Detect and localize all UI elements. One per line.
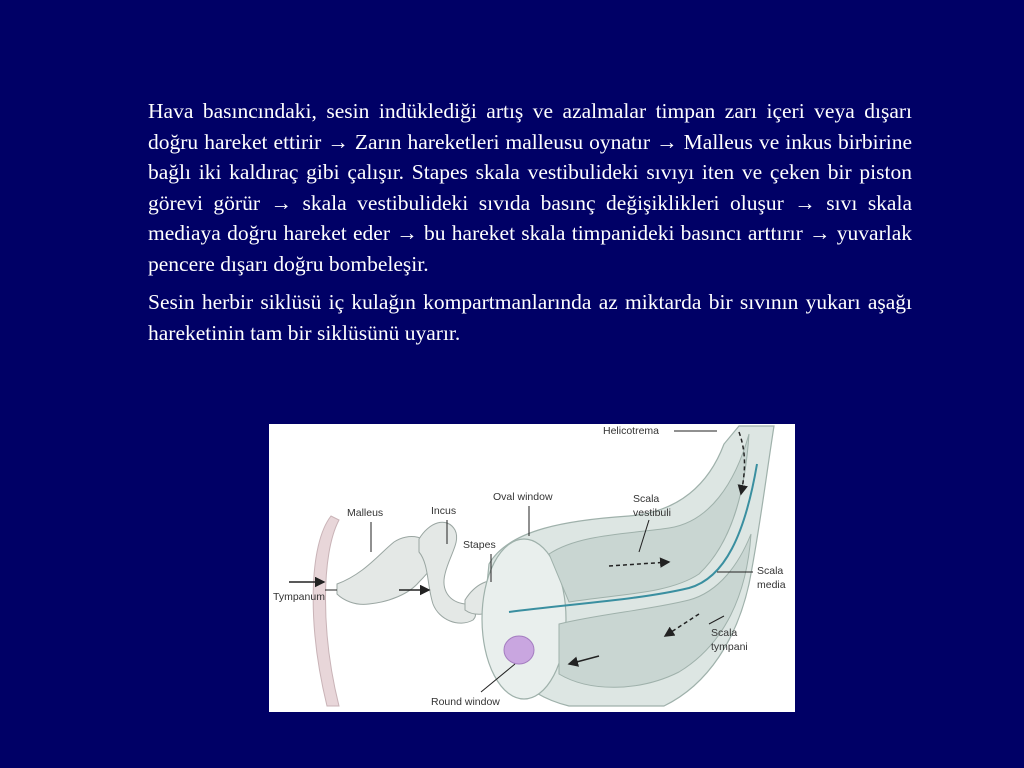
text-segment: skala vestibulideki sıvıda basınç değişiklikleri oluşur bbox=[292, 190, 795, 215]
label-scala-media-1: Scala bbox=[757, 565, 784, 577]
text-segment: bu hareket skala timpanideki basıncı arttırır bbox=[417, 221, 810, 245]
text-segment: Malleus ve inkus birbirine bağlı iki kaldıraç gibi çalışır. Stapes skala vestibulideki sıvıyı iten ve çeken bir piston görevi görür bbox=[148, 129, 912, 215]
tympanum-shape bbox=[313, 516, 339, 706]
label-helicotrema: Helicotrema bbox=[603, 425, 660, 437]
ear-diagram-figure bbox=[269, 424, 795, 712]
ear-diagram bbox=[269, 424, 795, 712]
label-stapes: Stapes bbox=[463, 539, 496, 551]
text-segment: Zarın hareketleri malleusu oynatır bbox=[348, 129, 657, 154]
label-incus: Incus bbox=[431, 505, 457, 517]
label-tympanum: Tympanum bbox=[273, 591, 325, 603]
label-scala-tympani-2: tympani bbox=[711, 641, 748, 653]
label-round-window: Round window bbox=[431, 696, 500, 708]
label-scala-vestibuli-1: Scala bbox=[633, 493, 660, 505]
label-scala-media-2: media bbox=[757, 579, 786, 591]
arrow-symbol: → bbox=[327, 129, 349, 154]
paragraph-1 bbox=[148, 96, 912, 279]
label-oval-window: Oval window bbox=[493, 491, 553, 503]
label-scala-vestibuli-2: vestibuli bbox=[633, 507, 671, 519]
arrow-symbol: → bbox=[794, 190, 816, 215]
paragraph-2 bbox=[148, 287, 912, 348]
slide-text bbox=[148, 96, 912, 348]
arrow-symbol: → bbox=[809, 221, 831, 245]
round-window-shape bbox=[504, 636, 534, 664]
arrow-symbol: → bbox=[396, 221, 418, 245]
label-scala-tympani-1: Scala bbox=[711, 627, 738, 639]
text-segment: Hava basıncındaki, sesin indüklediği artış ve azalmalar timpan zarı içeri veya dışarı doğru hareket ettirir bbox=[148, 99, 912, 154]
text-segment: Sesin herbir siklüsü iç kulağın kompartmanlarında az miktarda bir sıvının yukarı aşağı hareketinin tam bir siklüsünü uyarır. bbox=[148, 290, 912, 345]
arrow-symbol: → bbox=[270, 190, 292, 215]
arrow-symbol: → bbox=[656, 129, 678, 154]
text-segment: sıvı skala mediaya doğru hareket eder bbox=[148, 190, 912, 245]
label-malleus: Malleus bbox=[347, 507, 384, 519]
text-segment: yuvarlak pencere dışarı doğru bombeleşir. bbox=[148, 221, 912, 276]
